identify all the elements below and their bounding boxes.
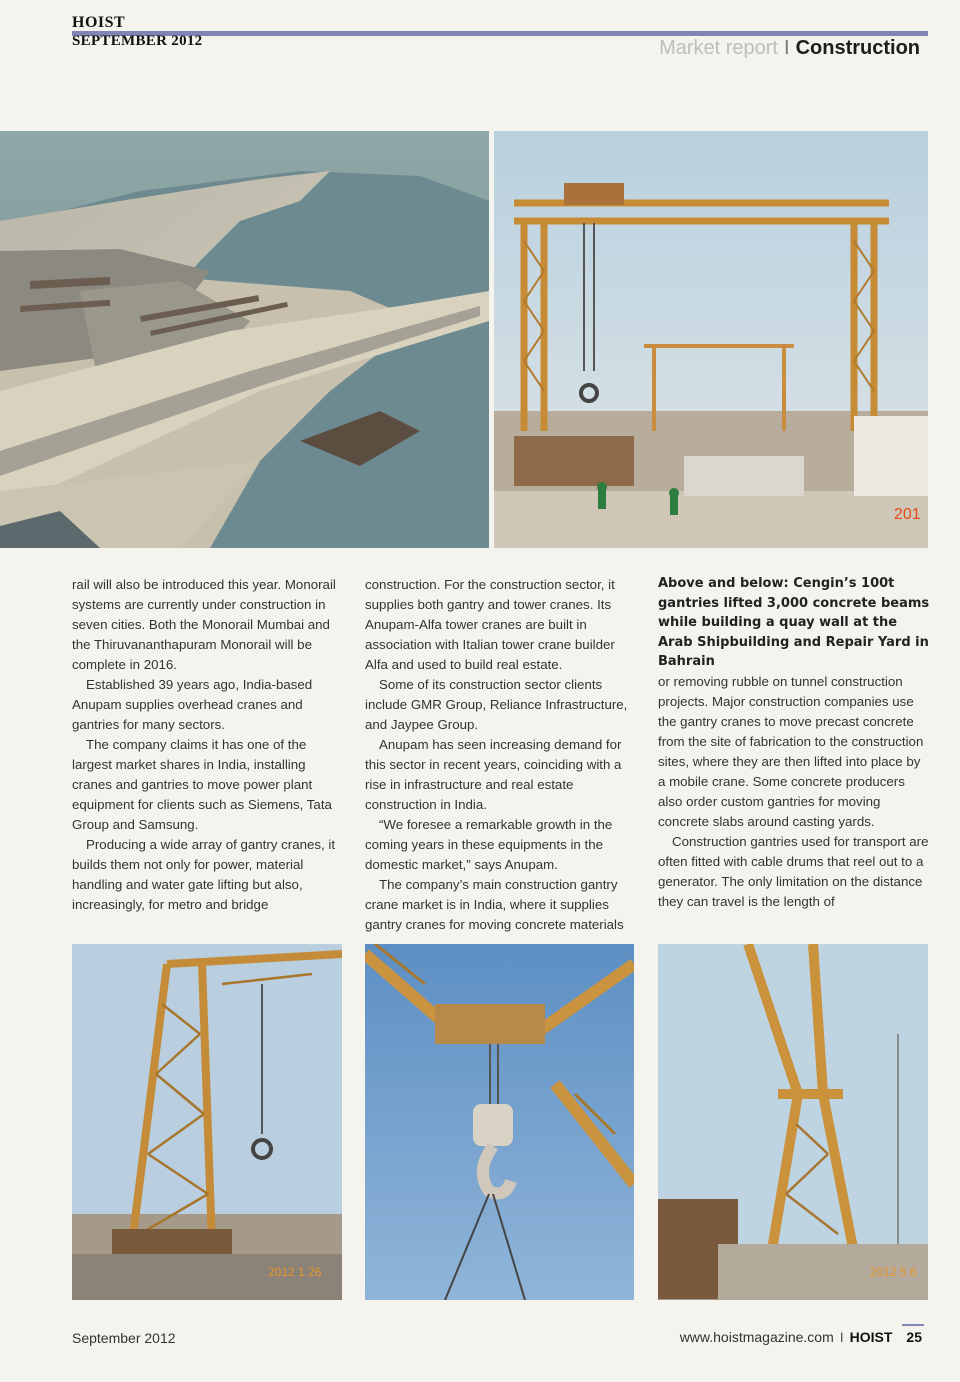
photo-date-stamp: 2012 1 26 (268, 1265, 322, 1279)
footer-brand: HOIST (849, 1329, 893, 1345)
col1-paragraph-1: rail will also be introduced this year. Monorail systems are currently under construction in seven cities. Both the Monorail Mumbai and the Thiruvananthapuram Monorail will be complete in 2016. (72, 577, 336, 672)
photo-gantry-leg-left (72, 944, 342, 1300)
col2-paragraph-4: “We foresee a remarkable growth in the coming years in these equipments in the domestic market,” says Anupam. (365, 817, 613, 872)
footer-date: September 2012 (72, 1330, 176, 1346)
photo-aerial-site (0, 131, 489, 548)
col1-paragraph-2: Established 39 years ago, India-based Anupam supplies overhead cranes and gantries for many sectors. (72, 677, 313, 732)
gantry-leg-left-image (72, 944, 342, 1300)
photo-date-stamp: 201 (894, 506, 921, 523)
gantry-cranes-image (494, 131, 928, 548)
gantry-leg-right-image (658, 944, 928, 1300)
col3-paragraph-2: Construction gantries used for transport are often fitted with cable drums that reel out to a generator. The only limitation on the distance they can travel is the length of (658, 834, 929, 909)
section-heading (659, 37, 920, 60)
footer-separator: I (839, 1329, 844, 1345)
col2-paragraph-3: Anupam has seen increasing demand for this sector in recent years, coinciding with a rise in infrastructure and real estate construction in India. (365, 737, 622, 812)
section-title: Construction (795, 37, 920, 59)
page-number: 25 (906, 1329, 922, 1345)
magazine-name: HOIST (72, 14, 126, 31)
hook-block-image (365, 944, 634, 1300)
section-separator: I (784, 37, 790, 59)
col1-paragraph-3: The company claims it has one of the largest market shares in India, installing cranes and gantries to move power plant equipment for clients such as Siemens, Tata Group and Samsung. (72, 737, 332, 832)
article-column-3 (658, 672, 930, 912)
col2-paragraph-5: The company’s main construction gantry crane market is in India, where it supplies gantry cranes for moving concrete materials (365, 877, 624, 932)
footer-url: www.hoistmagazine.com (679, 1329, 834, 1345)
photo-date-stamp: 2012 5 6 (870, 1265, 917, 1279)
article-column-2 (365, 575, 640, 935)
section-category: Market report (659, 37, 778, 59)
col1-paragraph-4: Producing a wide array of gantry cranes, it builds them not only for power, material handling and water gate lifting but also, increasingly, for metro and bridge (72, 837, 336, 912)
photo-hook-block (365, 944, 634, 1300)
photo-gantry-cranes (494, 131, 928, 548)
footer-credit (680, 1329, 922, 1345)
col3-paragraph-1: or removing rubble on tunnel construction projects. Major construction companies use the gantry cranes to move precast concrete from the site of fabrication to the construction sites, where they are then lifted into place by a mobile crane. Some concrete producers also order custom gantries for moving concrete slabs around casting yards. (658, 674, 924, 829)
issue-date: SEPTEMBER 2012 (72, 33, 203, 49)
aerial-site-image (0, 131, 489, 548)
photo-caption: Above and below: Cengin’s 100t gantries lifted 3,000 concrete beams while building a quay wall at the Arab Shipbuilding and Repair Yard in Bahrain (658, 576, 930, 669)
footer-rule (902, 1324, 924, 1326)
photo-gantry-leg-right (658, 944, 928, 1300)
col2-paragraph-2: Some of its construction sector clients include GMR Group, Reliance Infrastructure, and Jaypee Group. (365, 677, 628, 732)
col2-paragraph-1: construction. For the construction sector, it supplies both gantry and tower cranes. Its Anupam-Alfa tower cranes are built in association with Italian tower crane builder Alfa and used to build real estate. (365, 577, 615, 672)
article-column-1 (72, 575, 347, 915)
